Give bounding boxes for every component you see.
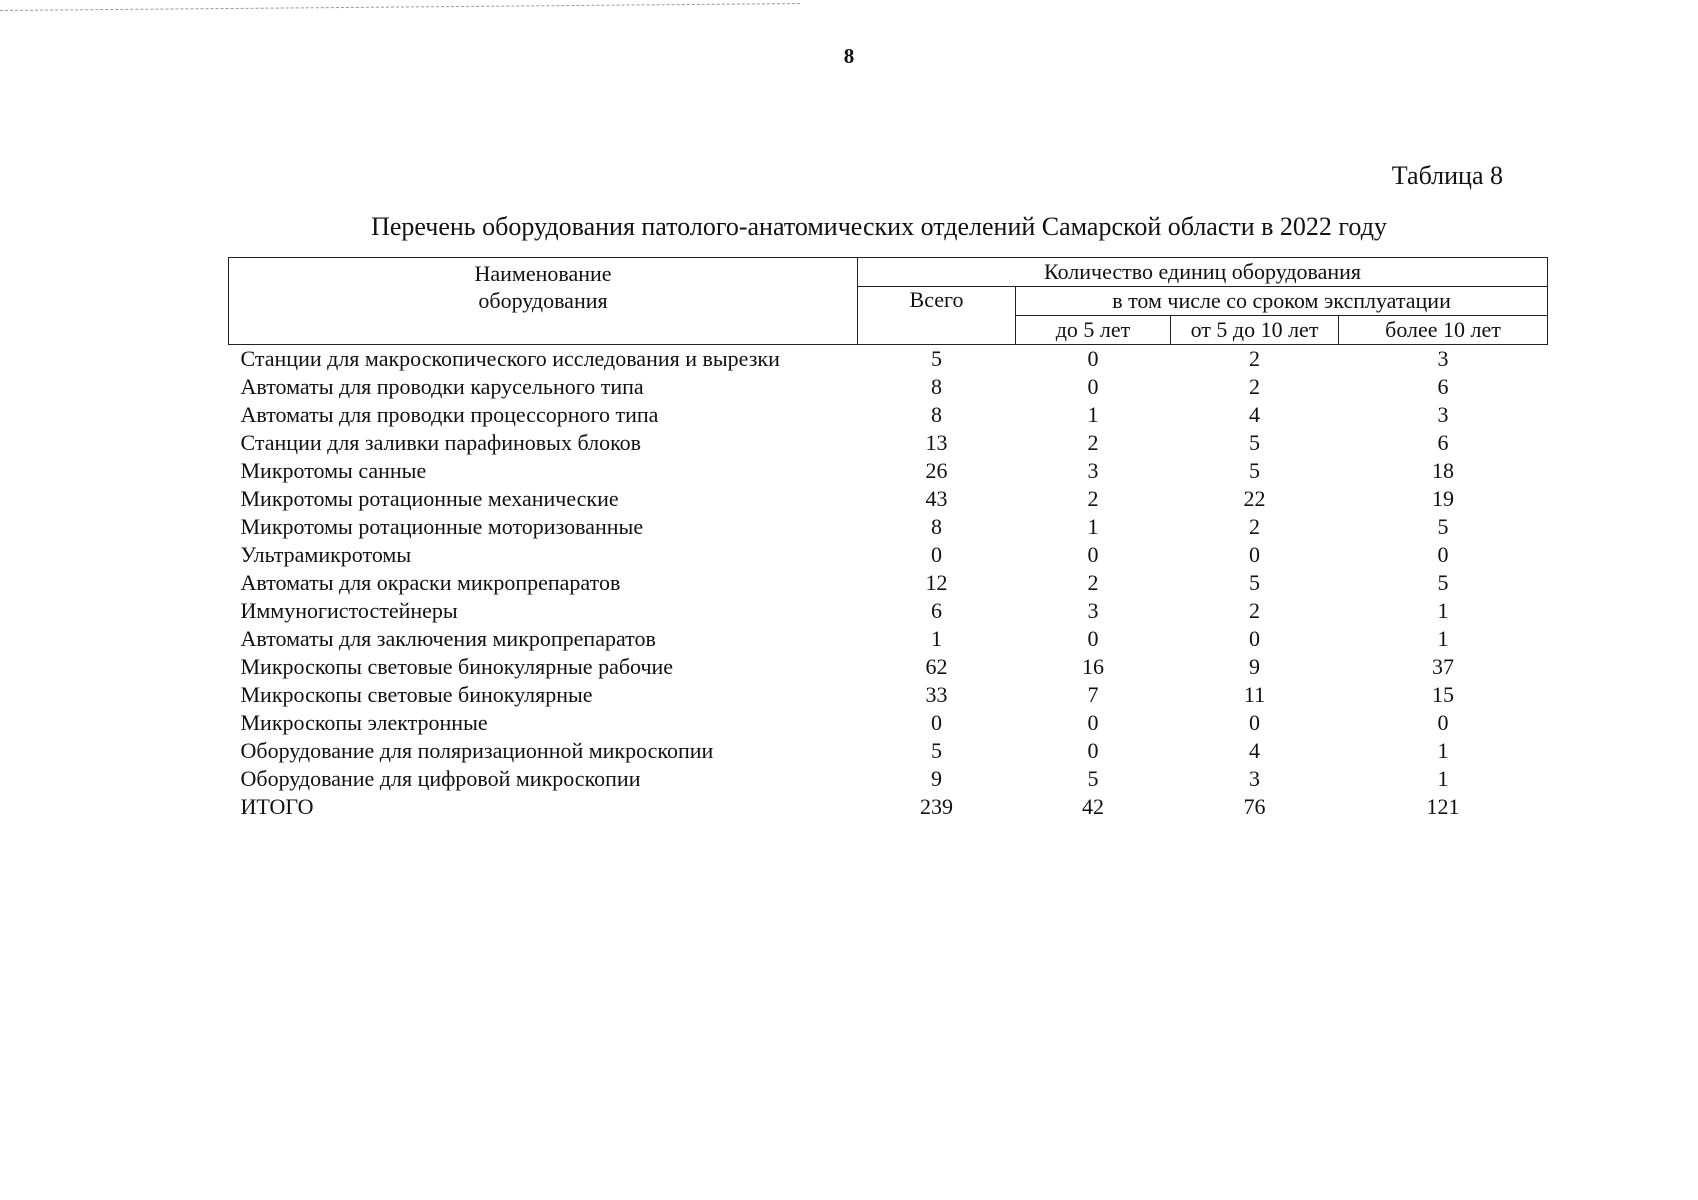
table-row (229, 597, 1548, 625)
table-header (229, 258, 1548, 345)
row-total: 9 (931, 766, 942, 791)
row-over-10: 19 (1432, 486, 1455, 511)
row-5-to-10: 22 (1243, 486, 1266, 511)
table-row (229, 625, 1548, 653)
row-over-10: 6 (1437, 374, 1449, 399)
row-over-10: 18 (1432, 458, 1455, 483)
table-row (229, 541, 1548, 569)
row-name: Иммуногистостейнеры (240, 598, 458, 623)
row-under-5: 42 (1082, 794, 1104, 819)
header-name-line2: оборудования (478, 288, 608, 313)
row-total: 5 (931, 738, 942, 763)
row-total: 12 (925, 570, 948, 595)
row-5-to-10: 76 (1243, 794, 1266, 819)
row-total: 33 (925, 682, 948, 707)
row-over-10: 5 (1437, 570, 1449, 595)
row-under-5: 1 (1087, 402, 1099, 427)
row-name: Микроскопы световые бинокулярные (240, 682, 593, 707)
row-total: 5 (931, 346, 942, 371)
row-name: Микроскопы электронные (240, 710, 488, 735)
header-over-10-years: более 10 лет (1339, 316, 1548, 345)
row-5-to-10: 3 (1249, 766, 1260, 791)
row-5-to-10: 2 (1249, 598, 1260, 623)
table-row (229, 485, 1548, 513)
row-over-10: 5 (1437, 514, 1449, 539)
row-name: Автоматы для проводки карусельного типа (240, 374, 644, 399)
header-including: в том числе со сроком эксплуатации (1016, 287, 1548, 316)
row-name: Микроскопы световые бинокулярные рабочие (240, 654, 674, 679)
row-total: 43 (925, 486, 948, 511)
header-equipment-name (229, 258, 858, 345)
row-under-5: 0 (1087, 346, 1099, 371)
header-quantity: Количество единиц оборудования (858, 258, 1548, 287)
row-5-to-10: 2 (1249, 374, 1260, 399)
row-5-to-10: 11 (1243, 682, 1266, 707)
table-row (229, 653, 1548, 681)
row-over-10: 1 (1437, 626, 1449, 651)
row-5-to-10: 4 (1249, 402, 1260, 427)
row-under-5: 3 (1087, 458, 1099, 483)
row-5-to-10: 9 (1249, 654, 1260, 679)
row-under-5: 0 (1087, 374, 1099, 399)
row-total: 26 (925, 458, 948, 483)
row-under-5: 7 (1087, 682, 1099, 707)
row-5-to-10: 2 (1249, 346, 1260, 371)
row-name: Станции для заливки парафиновых блоков (240, 430, 642, 455)
row-name: Микротомы ротационные моторизованные (240, 514, 644, 539)
row-over-10: 1 (1437, 598, 1449, 623)
row-name: Автоматы для заключения микропрепаратов (240, 626, 656, 651)
row-name: Микротомы ротационные механические (240, 486, 619, 511)
row-5-to-10: 2 (1249, 514, 1260, 539)
page-number: 8 (843, 44, 855, 68)
row-name: Оборудование для поляризационной микроскопии (240, 738, 714, 763)
row-name: Ультрамикротомы (240, 542, 412, 567)
table-row (229, 401, 1548, 429)
row-under-5: 2 (1087, 486, 1099, 511)
header-name-line1: Наименование (474, 261, 612, 286)
row-over-10: 3 (1437, 346, 1449, 371)
equipment-table (228, 257, 1548, 821)
table-row (229, 513, 1548, 541)
row-total: 8 (931, 514, 942, 539)
row-5-to-10: 0 (1249, 710, 1260, 735)
header-total: Всего (858, 287, 1016, 345)
row-total: 0 (931, 710, 942, 735)
row-under-5: 1 (1087, 514, 1099, 539)
row-over-10: 121 (1426, 794, 1460, 819)
table-row (229, 457, 1548, 485)
row-name: Автоматы для окраски микропрепаратов (240, 570, 621, 595)
header-5-to-10-years: от 5 до 10 лет (1171, 316, 1339, 345)
table-row (229, 681, 1548, 709)
table-row (229, 737, 1548, 765)
row-total: 8 (931, 374, 942, 399)
row-5-to-10: 0 (1249, 626, 1260, 651)
table-row (229, 345, 1548, 374)
scan-artifact-line (0, 3, 800, 11)
row-total: 62 (925, 654, 948, 679)
row-name: Автоматы для проводки процессорного типа (240, 402, 659, 427)
table-label: Таблица 8 (1391, 161, 1503, 190)
row-total: 8 (931, 402, 942, 427)
table-row (229, 765, 1548, 793)
row-over-10: 0 (1437, 710, 1449, 735)
row-under-5: 0 (1087, 542, 1099, 567)
row-name: Микротомы санные (240, 458, 427, 483)
table-row (229, 793, 1548, 821)
row-5-to-10: 5 (1249, 570, 1260, 595)
table-body (229, 345, 1548, 822)
row-over-10: 3 (1437, 402, 1449, 427)
row-total: 239 (920, 794, 953, 819)
row-total: 0 (931, 542, 942, 567)
row-total: 13 (925, 430, 948, 455)
row-under-5: 2 (1087, 430, 1099, 455)
row-5-to-10: 4 (1249, 738, 1260, 763)
document-title: Перечень оборудования патолого-анатомических отделений Самарской области в 2022 году (371, 212, 1387, 241)
row-under-5: 0 (1087, 710, 1099, 735)
row-name: Станции для макроскопического исследования и вырезки (240, 346, 780, 371)
row-over-10: 15 (1432, 682, 1455, 707)
row-over-10: 37 (1432, 654, 1455, 679)
row-under-5: 0 (1087, 626, 1099, 651)
row-under-5: 5 (1087, 766, 1099, 791)
row-over-10: 1 (1437, 766, 1449, 791)
table-row (229, 709, 1548, 737)
row-under-5: 16 (1082, 654, 1104, 679)
header-under-5-years: до 5 лет (1016, 316, 1171, 345)
row-5-to-10: 5 (1249, 430, 1260, 455)
table-row (229, 569, 1548, 597)
row-over-10: 6 (1437, 430, 1449, 455)
row-total: 1 (931, 626, 942, 651)
row-name: Оборудование для цифровой микроскопии (240, 766, 641, 791)
row-under-5: 2 (1087, 570, 1099, 595)
row-over-10: 1 (1437, 738, 1449, 763)
row-5-to-10: 0 (1249, 542, 1260, 567)
row-5-to-10: 5 (1249, 458, 1260, 483)
row-over-10: 0 (1437, 542, 1449, 567)
row-under-5: 3 (1087, 598, 1099, 623)
table-row (229, 373, 1548, 401)
row-total: 6 (931, 598, 942, 623)
row-under-5: 0 (1087, 738, 1099, 763)
table-row (229, 429, 1548, 457)
row-name: ИТОГО (240, 794, 314, 819)
